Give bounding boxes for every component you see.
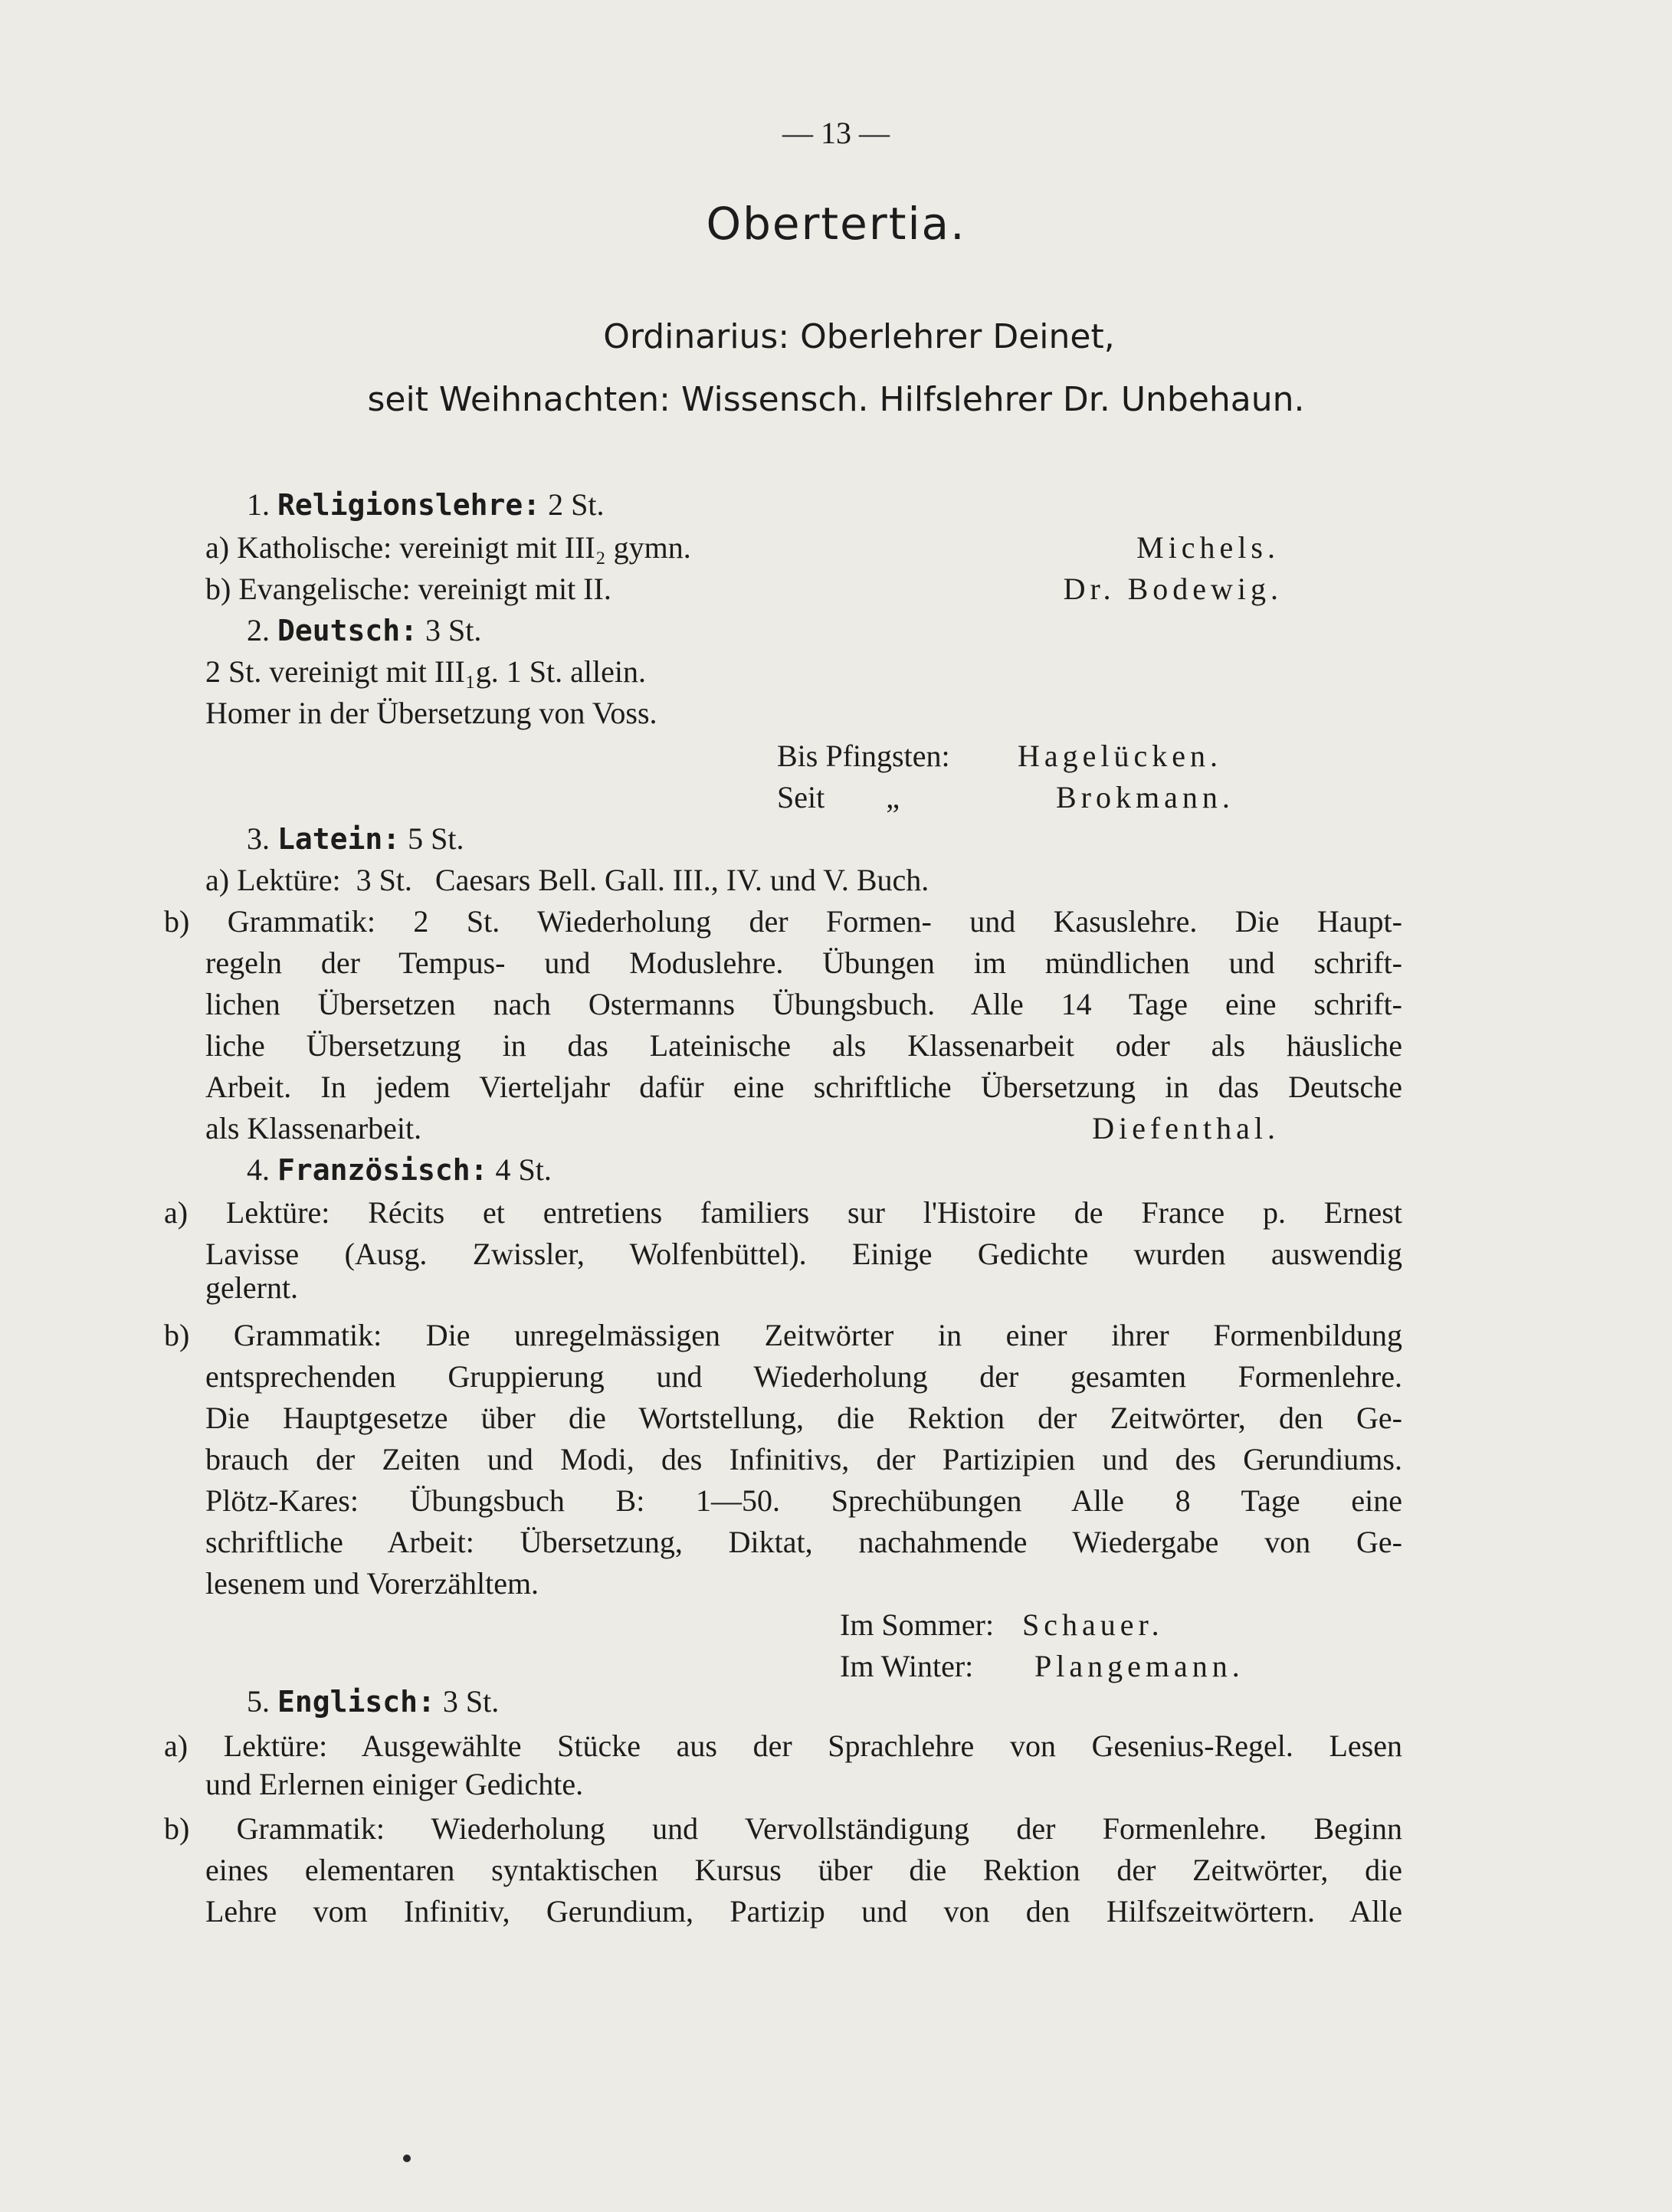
franz-b-5: Plötz-Kares: Übungsbuch B: 1—50. Sprechübungen Alle 8 Tage eine (205, 1483, 1402, 1518)
section-hours: 2 St. (548, 487, 605, 522)
deutsch-line-2: Homer in der Übersetzung von Voss. (205, 696, 657, 730)
latein-b-4: liche Übersetzung in das Lateinische als Klassenarbeit oder als häusliche (205, 1028, 1402, 1063)
franz-b-1: b) Grammatik: Die unregelmässigen Zeitwörter in einer ihrer Formenbildung (164, 1318, 1402, 1352)
franz-b-6: schriftliche Arbeit: Übersetzung, Diktat, nachahmende Wiedergabe von Ge- (205, 1525, 1402, 1559)
latein-b-5: Arbeit. In jedem Vierteljahr dafür eine schriftliche Übersetzung in das Deutsche (205, 1070, 1402, 1104)
section-number: 2. (247, 613, 270, 647)
section-hours: 3 St. (425, 613, 482, 647)
franz-teacher-2-label: Im Winter: (840, 1649, 974, 1683)
deutsch-teacher-2-name: Brokmann. (1056, 780, 1234, 814)
latein-a: a) Lektüre: 3 St. Caesars Bell. Gall. III., IV. und V. Buch. (205, 863, 929, 897)
section-heading-religion (247, 484, 605, 526)
page-title: Obertertia. (706, 198, 966, 250)
section-hours: 4 St. (495, 1152, 552, 1187)
section-name: Latein: (277, 822, 401, 856)
englisch-b-3: Lehre vom Infinitiv, Gerundium, Partizip und von den Hilfszeitwörtern. Alle (205, 1894, 1402, 1929)
section-number: 3. (247, 821, 270, 856)
franz-b-4: brauch der Zeiten und Modi, des Infinitivs, der Partizipien und des Gerundiums. (205, 1442, 1402, 1476)
latein-b-6: als Klassenarbeit. (205, 1111, 422, 1145)
section-name: Deutsch: (277, 614, 418, 647)
franz-teacher-1-name: Schauer. (1022, 1607, 1164, 1642)
englisch-b-2: eines elementaren syntaktischen Kursus über die Rektion der Zeitwörter, die (205, 1853, 1402, 1887)
franz-a-1: a) Lektüre: Récits et entretiens familiers sur l'Histoire de France p. Ernest (164, 1195, 1402, 1230)
franz-b-3: Die Hauptgesetze über die Wortstellung, die Rektion der Zeitwörter, den Ge- (205, 1401, 1402, 1435)
franz-b-2: entsprechenden Gruppierung und Wiederholung der gesamten Formenlehre. (205, 1359, 1402, 1394)
section-heading-deutsch (247, 610, 481, 651)
franz-a-2: Lavisse (Ausg. Zwissler, Wolfenbüttel). Einige Gedichte wurden auswendig (205, 1237, 1402, 1271)
deutsch-teacher-1-name: Hagelücken. (1018, 739, 1223, 773)
religion-a-text: a) Katholische: vereinigt mit III₂ gymn. (205, 530, 691, 565)
religion-b-teacher: Dr. Bodewig. (1063, 572, 1283, 606)
deutsch-teacher-1-label: Bis Pfingsten: (777, 739, 950, 773)
section-heading-englisch (247, 1681, 499, 1722)
section-name: Religionslehre: (277, 488, 541, 522)
section-number: 1. (247, 487, 270, 522)
franz-b-7: lesenem und Vorerzähltem. (205, 1566, 539, 1601)
section-name: Französisch: (277, 1153, 488, 1187)
englisch-b-1: b) Grammatik: Wiederholung und Vervollständigung der Formenlehre. Beginn (164, 1811, 1402, 1846)
franz-a-3: gelernt. (205, 1270, 299, 1305)
ordinarius-line: Ordinarius: Oberlehrer Deinet, (603, 317, 1115, 356)
franz-teacher-2-name: Plangemann. (1034, 1649, 1244, 1683)
latein-teacher: Diefenthal. (1092, 1111, 1280, 1145)
englisch-a-2: und Erlernen einiger Gedichte. (205, 1767, 584, 1801)
ink-dot (403, 2155, 411, 2162)
deutsch-line-1: 2 St. vereinigt mit III₁g. 1 St. allein. (205, 654, 646, 689)
section-heading-latein (247, 818, 464, 860)
page-number: — 13 — (782, 116, 890, 150)
religion-a-teacher: Michels. (1136, 530, 1280, 565)
latein-b-1: b) Grammatik: 2 St. Wiederholung der Formen- und Kasuslehre. Die Haupt- (164, 904, 1402, 939)
since-line: seit Weihnachten: Wissensch. Hilfslehrer Dr. Unbehaun. (367, 380, 1305, 419)
section-heading-franzoesisch (247, 1149, 552, 1191)
section-number: 4. (247, 1152, 270, 1187)
deutsch-teacher-2-label: Seit „ (777, 780, 900, 814)
section-hours: 3 St. (442, 1684, 500, 1719)
englisch-a-1: a) Lektüre: Ausgewählte Stücke aus der Sprachlehre von Gesenius-Regel. Lesen (164, 1729, 1402, 1763)
section-hours: 5 St. (408, 821, 464, 856)
section-name: Englisch: (277, 1685, 435, 1719)
latein-b-3: lichen Übersetzen nach Ostermanns Übungsbuch. Alle 14 Tage eine schrift- (205, 987, 1402, 1021)
section-number: 5. (247, 1684, 270, 1719)
franz-teacher-1-label: Im Sommer: (840, 1607, 995, 1642)
latein-b-2: regeln der Tempus- und Moduslehre. Übungen im mündlichen und schrift- (205, 945, 1402, 980)
religion-b-text: b) Evangelische: vereinigt mit II. (205, 572, 611, 606)
